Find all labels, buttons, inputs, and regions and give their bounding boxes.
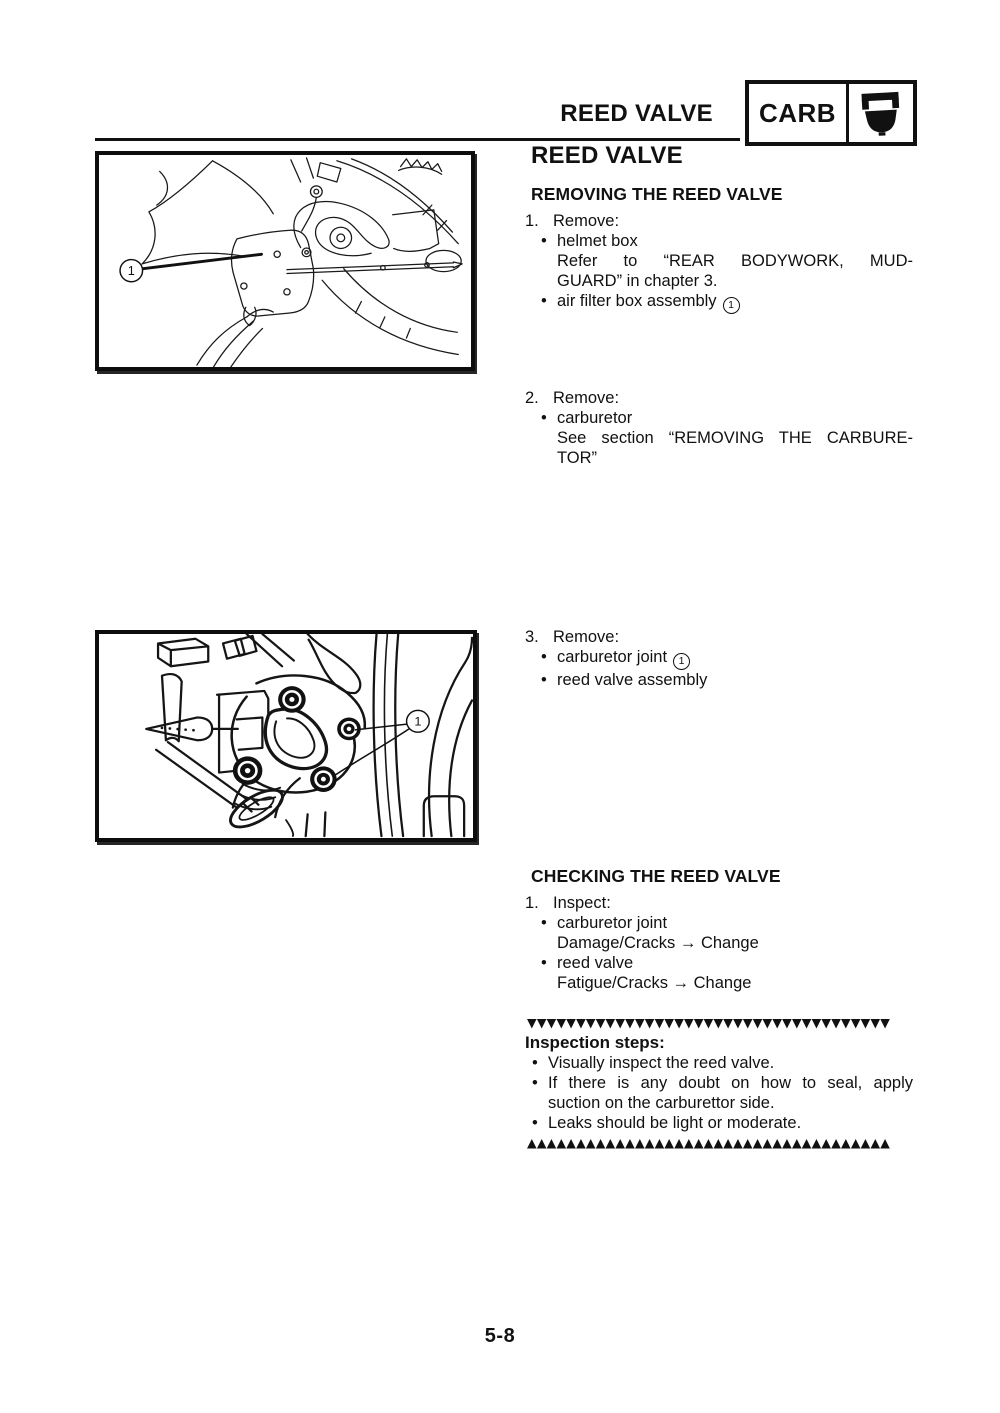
list-item bbox=[525, 953, 913, 973]
item-text: air filter box assembly 1 bbox=[557, 291, 740, 314]
list-item bbox=[525, 1113, 913, 1133]
item-text: helmet box bbox=[557, 232, 638, 250]
item-text: reed valve bbox=[557, 954, 634, 972]
bullet-glyph: • bbox=[541, 954, 547, 972]
list-item bbox=[525, 1053, 913, 1073]
carburetor-icon bbox=[849, 84, 913, 142]
bullet-glyph: • bbox=[532, 1114, 538, 1132]
reference-line: GUARD” in chapter 3. bbox=[557, 272, 718, 290]
item-text: carburetor bbox=[557, 409, 633, 427]
reference-line: Refer to “REAR BODYWORK, MUD- bbox=[557, 252, 913, 270]
step-number-line bbox=[525, 893, 913, 913]
inspection-result-line: Damage/Cracks → Change bbox=[557, 934, 759, 952]
carb-badge bbox=[745, 80, 917, 146]
step-verb: Remove: bbox=[553, 628, 620, 646]
header-rule bbox=[95, 138, 740, 141]
chapter-header-title: REED VALVE bbox=[560, 100, 713, 127]
bullet-glyph: • bbox=[541, 409, 547, 427]
list-item bbox=[525, 670, 913, 690]
step-number-line bbox=[525, 211, 913, 231]
figure-callout-label: 1 bbox=[127, 264, 135, 278]
bullet-glyph: • bbox=[541, 292, 547, 310]
page-number: 5-8 bbox=[484, 1325, 516, 1347]
step-number: 2. bbox=[525, 389, 539, 407]
item-text: reed valve assembly bbox=[557, 670, 708, 689]
step-number: 3. bbox=[525, 628, 539, 646]
step-number: 1. bbox=[525, 894, 539, 912]
list-item bbox=[525, 913, 913, 933]
list-item bbox=[525, 291, 913, 314]
inspection-result-line: Fatigue/Cracks → Change bbox=[557, 974, 752, 992]
list-item bbox=[525, 1073, 913, 1093]
list-item bbox=[525, 408, 913, 428]
callout-leader-line bbox=[143, 254, 261, 268]
callout-ref: 1 bbox=[723, 297, 740, 314]
step-1-inspect bbox=[525, 893, 913, 993]
inspection-steps-heading: Inspection steps: bbox=[525, 1033, 665, 1052]
step-verb: Remove: bbox=[553, 212, 620, 230]
bullet-glyph: • bbox=[541, 648, 547, 666]
item-text: If there is any doubt on how to seal, apply bbox=[548, 1074, 913, 1092]
step-verb: Inspect: bbox=[553, 894, 611, 912]
step-3-remove bbox=[525, 627, 913, 690]
callout-ref: 1 bbox=[673, 653, 690, 670]
step-verb: Remove: bbox=[553, 389, 620, 407]
figure-callout-label: 1 bbox=[414, 714, 422, 729]
bullet-glyph: • bbox=[532, 1054, 538, 1072]
bullet-glyph: • bbox=[541, 670, 547, 689]
bullet-glyph: • bbox=[541, 914, 547, 932]
air-filter-box-line-art bbox=[99, 155, 471, 367]
inspection-steps-list bbox=[525, 1053, 913, 1133]
carb-badge-label: CARB bbox=[749, 84, 849, 142]
item-text: carburetor joint 1 bbox=[557, 647, 690, 670]
bullet-glyph: • bbox=[541, 232, 547, 250]
item-continuation: suction on the carburettor side. bbox=[548, 1094, 775, 1112]
figure-carburetor-joint bbox=[95, 630, 477, 842]
item-text: Visually inspect the reed valve. bbox=[548, 1054, 775, 1072]
step-number-line bbox=[525, 388, 913, 408]
list-item bbox=[525, 231, 913, 251]
page-title: REED VALVE bbox=[531, 142, 683, 169]
step-number: 1. bbox=[525, 212, 539, 230]
reference-line: See section “REMOVING THE CARBURE- bbox=[557, 429, 913, 447]
reference-line: TOR” bbox=[557, 449, 598, 467]
step-1-remove bbox=[525, 211, 913, 314]
item-text: Leaks should be light or moderate. bbox=[548, 1114, 802, 1132]
figure-air-filter-box bbox=[95, 151, 475, 371]
bullet-glyph: • bbox=[532, 1074, 538, 1092]
step-2-remove bbox=[525, 388, 913, 468]
step-number-line bbox=[525, 627, 913, 647]
item-text: carburetor joint bbox=[557, 914, 668, 932]
carburetor-joint-line-art bbox=[99, 634, 473, 838]
removing-heading: REMOVING THE REED VALVE bbox=[531, 184, 783, 204]
triangle-divider-bottom: ▲▲▲▲▲▲▲▲▲▲▲▲▲▲▲▲▲▲▲▲▲▲▲▲▲▲▲▲▲▲▲▲▲▲▲▲▲ bbox=[527, 1135, 891, 1150]
triangle-divider-top: ▼▼▼▼▼▼▼▼▼▼▼▼▼▼▼▼▼▼▼▼▼▼▼▼▼▼▼▼▼▼▼▼▼▼▼▼▼ bbox=[527, 1015, 891, 1030]
checking-heading: CHECKING THE REED VALVE bbox=[531, 866, 781, 886]
list-item bbox=[525, 647, 913, 670]
